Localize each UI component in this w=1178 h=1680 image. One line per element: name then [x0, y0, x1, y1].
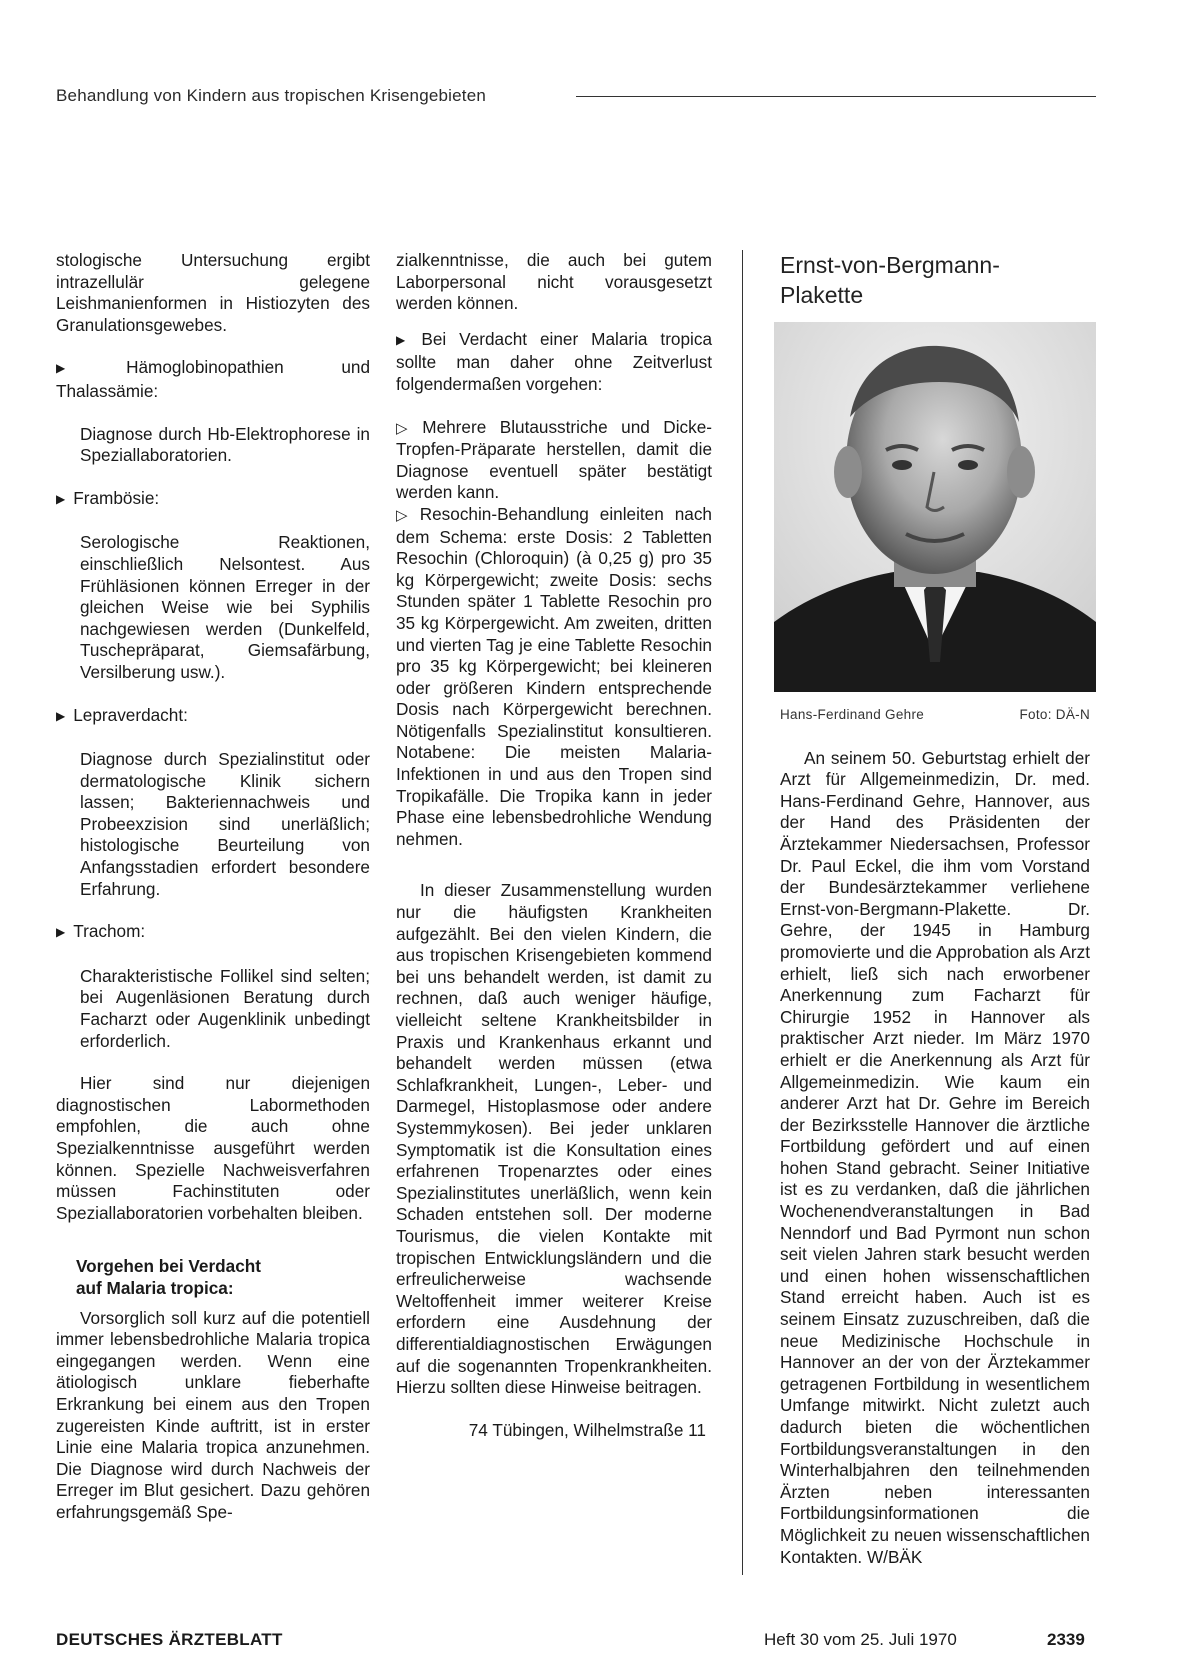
paragraph-framboesie: Serologische Reaktionen, einschließlich Nelsontest. Aus Frühläsionen können Erreger in der gleichen Weise wie bei Syphilis nachgewiesen werden (Dunkelfeld, Tuschepräparat, Giemsafärbung, Versilberung usw.). [80, 532, 370, 682]
paragraph-verdacht: ▶ Bei Verdacht einer Malaria tropica sollte man daher ohne Zeitverlust folgendermaßen vorgehen: [396, 329, 712, 396]
box-title-line-2: Plakette [780, 282, 864, 308]
paragraph-trachom: Charakteristische Follikel sind selten; bei Augenläsionen Beratung durch Facharzt oder Augenklinik unbedingt erforderlich. [80, 965, 370, 1051]
paragraph-haemoglobinopathien: Diagnose durch Hb-Elektrophorese in Speziallaboratorien. [80, 423, 370, 466]
column-left [56, 250, 370, 1524]
paragraph-lepraverdacht: Diagnose durch Spezialinstitut oder dermatologische Klinik sichern lassen; Bakteriennachweis und Probeexzision sind unerläßlich; histologische Beurteilung von Anfangsstadien erfordert besondere Erfahrung. [80, 749, 370, 899]
paragraph-step-resochin: ▷ Resochin-Behandlung einleiten nach dem Schema: erste Dosis: 2 Tabletten Resochin (Chloroquin) (à 0,25 g) pro 35 kg Körpergewicht; zweite Dosis: sechs Stunden später 1 Tablette Resochin pro 35 kg Körpergewicht. Am zweiten, dritten und vierten Tag je eine Tablette Resochin pro 35 kg Körpergewicht; bei kleineren oder größeren Kindern entsprechende Dosis nach Körpergewicht berechnen. Nötigenfalls Spezialinstitut konsultieren. Notabene: Die meisten Malaria-Infektionen in und aus den Tropen sind Tropikafälle. Die Tropika kann in jeder Phase eine lebensbedrohliche Wendung nehmen. [396, 504, 712, 851]
box-title [780, 250, 1090, 310]
subheading-malaria [56, 1256, 370, 1299]
author-address: 74 Tübingen, Wilhelmstraße 11 [468, 1419, 706, 1440]
running-head-text: Behandlung von Kindern aus tropischen Krisengebieten [56, 86, 492, 106]
column-middle [396, 250, 712, 1441]
paragraph-intro: stologische Untersuchung ergibt intrazellulär gelegene Leishmanienformen in Histiozyten des Granulationsgewebes. [56, 250, 370, 335]
heading-haemoglobinopathien: ▶ Hämoglobinopathien und Thalassämie: [56, 357, 370, 402]
caption-name: Hans-Ferdinand Gehre [780, 707, 925, 722]
running-head [56, 86, 1096, 110]
running-head-rule [576, 96, 1096, 97]
heading-trachom: ▶ Trachom: [56, 921, 370, 945]
column-right-box [780, 250, 1090, 1568]
heading-lepraverdacht: ▶ Lepraverdacht: [56, 705, 370, 729]
paragraph-continuation: zialkenntnisse, die auch bei gutem Laborpersonal nicht vorausgesetzt werden können. [396, 250, 712, 314]
paragraph-news: An seinem 50. Geburtstag erhielt der Arzt für Allgemeinmedizin, Dr. med. Hans-Ferdinand Gehre, Hannover, aus der Hand des Präsidenten der Ärztekammer Niedersachsen, Professor Dr. Paul Eckel, die ihm vom Vorstand der Bundesärztekammer verliehene Ernst-von-Bergmann-Plakette. Dr. Gehre, der 1945 in Hamburg promovierte und die Approbation als Arzt erhielt, ließ sich nach erworbener Anerkennung zum Facharzt für Chirurgie 1952 in Hannover als praktischer Arzt nieder. Im März 1970 erhielt er die Anerkennung als Arzt für Allgemeinmedizin. Wie kaum ein anderer Arzt hat Dr. Gehre im Bereich der Bezirksstelle Hannover die ärztliche Fortbildung gefördert und auf einen hohen Stand gebracht. Seiner Initiative ist es zu verdanken, daß die jährlichen Wochenendveranstaltungen in Bad Nenndorf und Bad Pyrmont nun schon seit vielen Jahren stark besucht werden und einen hohen wissenschaftlichen Stand erreicht haben. Auch ist es seinem Einsatz zuzuschreiben, daß die neue Medizinische Hochschule in Hannover an der von der Ärztekammer getragenen Fortbildung in wesentlichem Umfange mitwirkt. Nicht zuletzt auch dadurch bieten die wöchentlichen Fortbildungsveranstaltungen in den Winterhalbjahren den teilnehmenden Ärzten neben interessanten Fortbildungsinformationen die Möglichkeit zu neuen wissenschaftlichen Kontakten. W/BÄK [780, 747, 1090, 1567]
paragraph-malaria: Vorsorglich soll kurz auf die potentiell immer lebensbedrohliche Malaria tropica eingegangen werden. Wenn eine ätiologisch unklare fieberhafte Erkrankung bei einem aus den Tropen zugereisten Kinde auftritt, ist in erster Linie eine Malaria tropica anzunehmen. Die Diagnose wird durch Nachweis der Erreger im Blut gesichert. Dazu gehören erfahrungsgemäß Spe- [56, 1307, 370, 1522]
paragraph-labormethoden: Hier sind nur diejenigen diagnostischen Labormethoden empfohlen, die auch ohne Spezialkenntnisse ausgeführt werden können. Spezielle Nachweisverfahren müssen Fachinstituten oder Speziallaboratorien vorbehalten bleiben. [56, 1073, 370, 1223]
portrait-photo [774, 322, 1096, 692]
subheading-line-2: auf Malaria tropica: [76, 1277, 234, 1298]
heading-framboesie: ▶ Frambösie: [56, 488, 370, 512]
photo-caption [780, 704, 1090, 726]
subheading-line-1: Vorgehen bei Verdacht [76, 1256, 261, 1277]
caption-credit: Foto: DÄ-N [1019, 707, 1090, 722]
column-divider [742, 250, 743, 1575]
paragraph-step-ausstriche: ▷ Mehrere Blutausstriche und Dicke-Tropfen-Präparate herstellen, damit die Diagnose eventuell später bestätigt werden kann. [396, 417, 712, 504]
footer-page-number: 2339 [1047, 1630, 1085, 1649]
box-title-line-1: Ernst-von-Bergmann- [780, 252, 1000, 278]
footer-issue: Heft 30 vom 25. Juli 1970 [764, 1630, 957, 1649]
footer-journal: DEUTSCHES ÄRZTEBLATT [56, 1630, 283, 1649]
paragraph-summary: In dieser Zusammenstellung wurden nur die häufigsten Krankheiten aufgezählt. Bei den vielen Kindern, die aus tropischen Krisengebieten kommend bei uns behandelt werden, ist damit zu rechnen, daß auch weniger häufige, vielleicht seltene Krankheitsbilder in Praxis und Krankenhaus erkannt und behandelt werden müssen (etwa Schlafkrankheit, Lungen-, Leber- und Darmegel, Histoplasmose oder andere Systemmykosen). Bei jeder unklaren Symptomatik ist die Konsultation eines erfahrenen Tropenarztes oder eines Spezialinstitutes unerläßlich, wenn kein Schaden entstehen soll. Der moderne Tourismus, die vielen Kontakte mit tropischen Entwicklungsländern und die erfreulicherweise wachsende Weltoffenheit immer weiterer Kreise erfordern eine Ausdehnung der differentialdiagnostischen Erwägungen auf die sogenannten Tropenkrankheiten. Hierzu sollten diese Hinweise beitragen. [396, 880, 712, 1398]
